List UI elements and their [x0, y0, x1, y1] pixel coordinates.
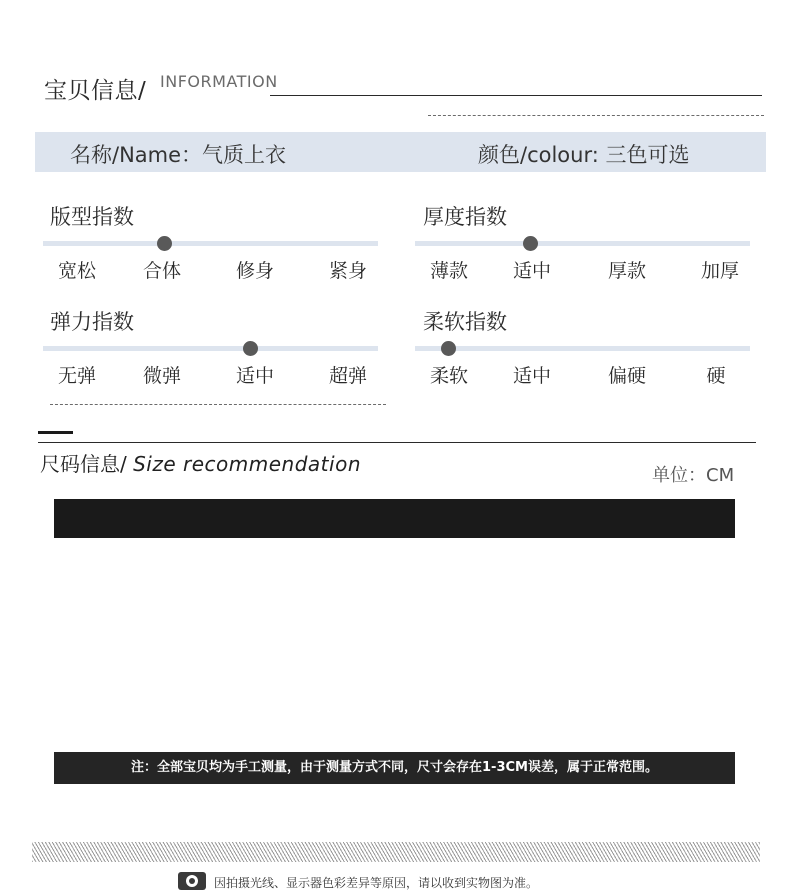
size-table-header	[54, 499, 735, 538]
stretch-option: 微弹	[142, 365, 181, 387]
stretch-option: 无弹	[57, 365, 96, 387]
thickness-option: 厚款	[607, 260, 646, 282]
softness-index-track	[415, 346, 750, 351]
thickness-option: 适中	[512, 260, 551, 282]
thickness-index-marker	[523, 236, 538, 251]
softness-option: 适中	[512, 365, 551, 387]
fit-option: 宽松	[57, 260, 96, 282]
product-info-bar	[35, 132, 766, 172]
fit-index-track	[43, 241, 378, 246]
thickness-index-track	[415, 241, 750, 246]
stretch-index-label: 弹力指数	[50, 310, 134, 334]
camera-icon	[178, 872, 206, 890]
measurement-note: 注：全部宝贝均为手工测量，由于测量方式不同，尺寸会存在1-3CM误差，属于正常范围。	[54, 752, 735, 784]
size-title-cn: 尺码信息/	[40, 452, 127, 476]
thickness-option: 薄款	[429, 260, 468, 282]
header-rule	[270, 95, 762, 96]
section-title-size	[40, 448, 361, 477]
size-accent-bar	[38, 431, 73, 434]
section-title-info: 宝贝信息/	[44, 78, 147, 104]
header-dashed-divider	[428, 115, 764, 116]
fit-option: 紧身	[328, 260, 367, 282]
thickness-index-label: 厚度指数	[423, 205, 507, 229]
product-colour: 颜色/colour: 三色可选	[478, 143, 690, 167]
product-name: 名称/Name：气质上衣	[70, 143, 287, 167]
softness-index-label: 柔软指数	[423, 310, 507, 334]
softness-option: 偏硬	[607, 365, 646, 387]
size-unit: 单位：CM	[652, 465, 735, 486]
softness-index-marker	[441, 341, 456, 356]
fit-index-marker	[157, 236, 172, 251]
stretch-index-track	[43, 346, 378, 351]
stretch-option: 适中	[235, 365, 274, 387]
softness-option: 柔软	[429, 365, 468, 387]
fit-index-label: 版型指数	[50, 205, 134, 229]
stretch-index-marker	[243, 341, 258, 356]
thickness-option: 加厚	[700, 260, 739, 282]
size-rule	[38, 442, 756, 443]
disclaimer-text: 因拍摄光线、显示器色彩差异等原因，请以收到实物图为准。	[214, 876, 539, 890]
section-title-info-en: INFORMATION	[160, 72, 278, 91]
size-title-en: Size recommendation	[133, 452, 361, 476]
softness-option: 硬	[706, 365, 726, 387]
fit-option: 修身	[235, 260, 274, 282]
fit-option: 合体	[142, 260, 181, 282]
hatched-divider	[32, 842, 760, 862]
stretch-option: 超弹	[328, 365, 367, 387]
index-dashed-divider	[50, 404, 386, 405]
